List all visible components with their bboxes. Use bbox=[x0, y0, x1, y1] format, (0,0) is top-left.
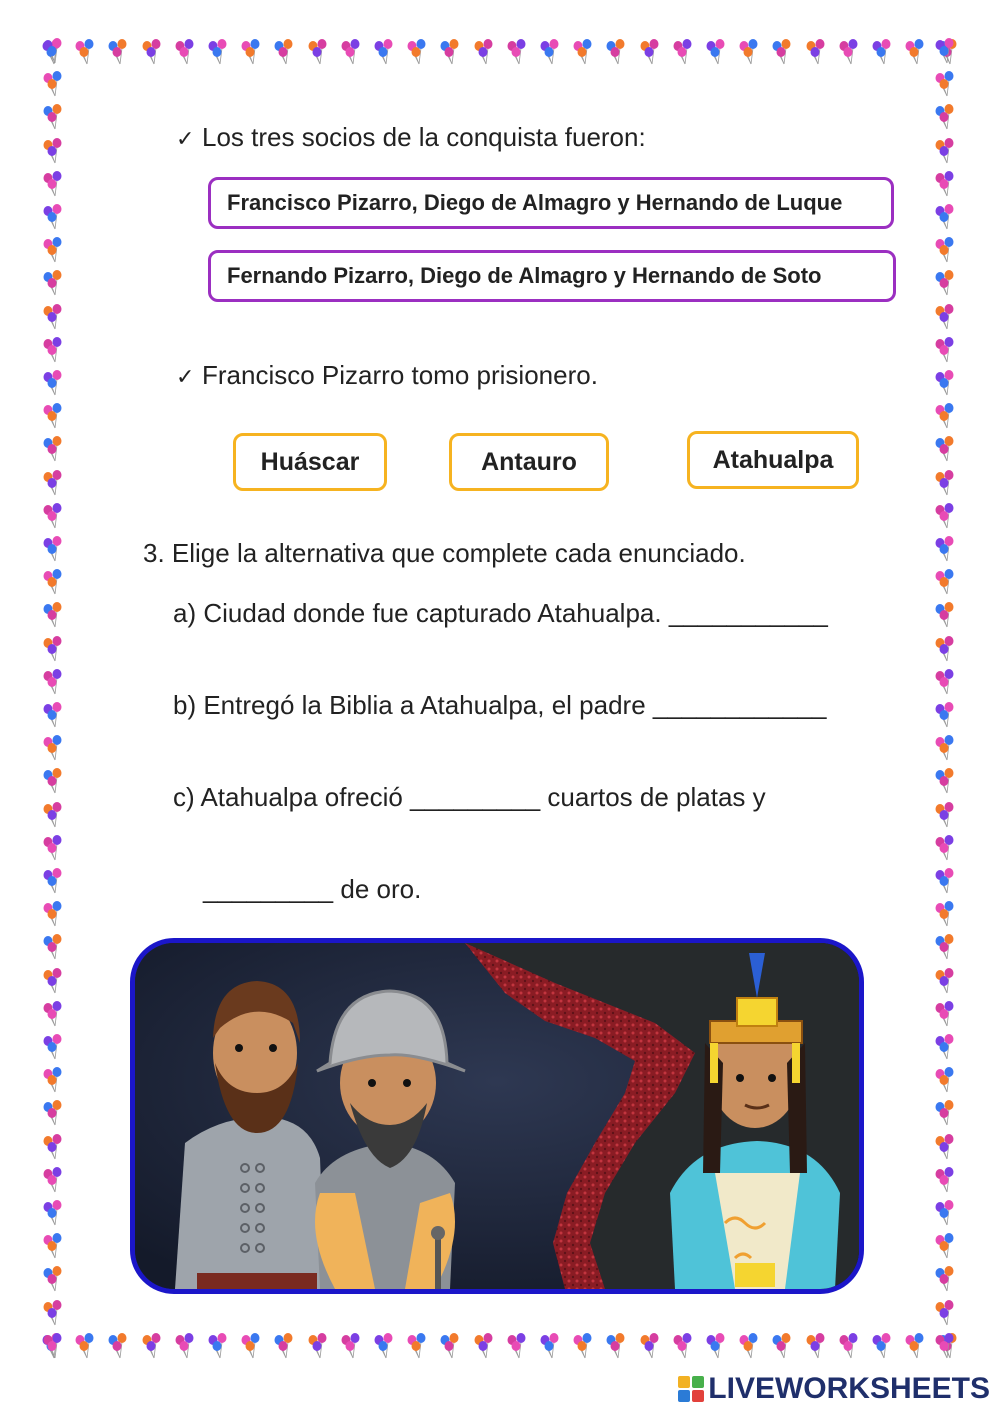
balloon-cluster-icon bbox=[472, 39, 498, 65]
balloon-cluster-icon bbox=[41, 901, 67, 927]
balloon-cluster-icon bbox=[933, 968, 959, 994]
balloon-cluster-icon bbox=[671, 39, 697, 65]
balloon-cluster-icon bbox=[41, 602, 67, 628]
option-antauro-label: Antauro bbox=[481, 448, 577, 476]
balloon-cluster-icon bbox=[41, 735, 67, 761]
balloon-cluster-icon bbox=[933, 1167, 959, 1193]
balloon-cluster-icon bbox=[41, 138, 67, 164]
balloon-cluster-icon bbox=[933, 802, 959, 828]
balloon-cluster-icon bbox=[438, 39, 464, 65]
conquest-illustration bbox=[130, 938, 864, 1294]
balloon-cluster-icon bbox=[73, 1333, 99, 1359]
fill-blank-a: a) Ciudad donde fue capturado Atahualpa. ___________ bbox=[173, 598, 828, 628]
balloon-cluster-icon bbox=[933, 636, 959, 662]
balloon-cluster-icon bbox=[41, 1300, 67, 1326]
balloon-cluster-icon bbox=[933, 768, 959, 794]
balloon-cluster-icon bbox=[505, 1333, 531, 1359]
balloon-cluster-icon bbox=[933, 1100, 959, 1126]
balloon-cluster-icon bbox=[903, 39, 929, 65]
question-partners-text: Los tres socios de la conquista fueron: bbox=[202, 122, 646, 152]
balloon-cluster-icon bbox=[933, 304, 959, 330]
balloon-cluster-icon bbox=[405, 39, 431, 65]
balloon-cluster-icon bbox=[933, 237, 959, 263]
balloon-cluster-icon bbox=[41, 1134, 67, 1160]
balloon-cluster-icon bbox=[737, 1333, 763, 1359]
balloon-cluster-icon bbox=[41, 636, 67, 662]
balloon-cluster-icon bbox=[704, 1333, 730, 1359]
balloon-cluster-icon bbox=[933, 104, 959, 130]
balloon-cluster-icon bbox=[41, 1200, 67, 1226]
balloon-cluster-icon bbox=[372, 1333, 398, 1359]
question-prisoner-text: Francisco Pizarro tomo prisionero. bbox=[202, 360, 598, 390]
balloon-cluster-icon bbox=[804, 39, 830, 65]
balloon-cluster-icon bbox=[933, 669, 959, 695]
balloon-cluster-icon bbox=[571, 39, 597, 65]
balloon-cluster-icon bbox=[41, 1266, 67, 1292]
balloon-cluster-icon bbox=[272, 39, 298, 65]
fill-blank-b: b) Entregó la Biblia a Atahualpa, el padre ____________ bbox=[173, 690, 827, 720]
balloon-cluster-icon bbox=[933, 370, 959, 396]
liveworksheets-brand-text: LIVEWORKSHEETS bbox=[708, 1372, 990, 1405]
balloon-border-bottom bbox=[40, 1332, 960, 1360]
balloon-cluster-icon bbox=[41, 768, 67, 794]
balloon-cluster-icon bbox=[41, 71, 67, 97]
balloon-cluster-icon bbox=[472, 1333, 498, 1359]
balloon-cluster-icon bbox=[933, 1134, 959, 1160]
balloon-cluster-icon bbox=[339, 1333, 365, 1359]
balloon-cluster-icon bbox=[41, 270, 67, 296]
balloon-cluster-icon bbox=[206, 39, 232, 65]
balloon-cluster-icon bbox=[933, 835, 959, 861]
liveworksheets-logo[interactable] bbox=[678, 1373, 990, 1405]
balloon-cluster-icon bbox=[933, 569, 959, 595]
option-atahualpa[interactable] bbox=[687, 431, 859, 489]
balloon-cluster-icon bbox=[41, 403, 67, 429]
balloon-cluster-icon bbox=[41, 1167, 67, 1193]
balloon-cluster-icon bbox=[933, 1200, 959, 1226]
balloon-cluster-icon bbox=[933, 1266, 959, 1292]
balloon-cluster-icon bbox=[306, 1333, 332, 1359]
balloon-cluster-icon bbox=[571, 1333, 597, 1359]
balloon-cluster-icon bbox=[41, 934, 67, 960]
balloon-cluster-icon bbox=[41, 1100, 67, 1126]
option-atahualpa-label: Atahualpa bbox=[712, 446, 834, 474]
balloon-cluster-icon bbox=[933, 1067, 959, 1093]
balloon-cluster-icon bbox=[933, 602, 959, 628]
balloon-cluster-icon bbox=[933, 436, 959, 462]
balloon-cluster-icon bbox=[837, 1333, 863, 1359]
checkmark-icon bbox=[176, 121, 202, 156]
balloon-cluster-icon bbox=[41, 104, 67, 130]
balloon-cluster-icon bbox=[933, 337, 959, 363]
balloon-cluster-icon bbox=[41, 337, 67, 363]
balloon-cluster-icon bbox=[933, 536, 959, 562]
balloon-cluster-icon bbox=[41, 1233, 67, 1259]
balloon-cluster-icon bbox=[41, 1001, 67, 1027]
balloon-cluster-icon bbox=[41, 868, 67, 894]
balloon-cluster-icon bbox=[41, 237, 67, 263]
balloon-cluster-icon bbox=[140, 39, 166, 65]
balloon-cluster-icon bbox=[671, 1333, 697, 1359]
balloon-cluster-icon bbox=[41, 1034, 67, 1060]
option-huascar-label: Huáscar bbox=[260, 448, 360, 476]
balloon-border-top bbox=[40, 38, 960, 66]
balloon-cluster-icon bbox=[638, 39, 664, 65]
balloon-cluster-icon bbox=[604, 1333, 630, 1359]
balloon-cluster-icon bbox=[41, 171, 67, 197]
balloon-cluster-icon bbox=[933, 868, 959, 894]
balloon-cluster-icon bbox=[933, 470, 959, 496]
balloon-cluster-icon bbox=[933, 403, 959, 429]
balloon-cluster-icon bbox=[505, 39, 531, 65]
balloon-cluster-icon bbox=[933, 171, 959, 197]
balloon-cluster-icon bbox=[41, 569, 67, 595]
option-antauro[interactable] bbox=[449, 433, 609, 491]
balloon-cluster-icon bbox=[306, 39, 332, 65]
balloon-cluster-icon bbox=[933, 702, 959, 728]
balloon-cluster-icon bbox=[41, 470, 67, 496]
balloon-cluster-icon bbox=[41, 1333, 67, 1359]
balloon-cluster-icon bbox=[933, 138, 959, 164]
balloon-cluster-icon bbox=[933, 934, 959, 960]
balloon-cluster-icon bbox=[106, 39, 132, 65]
balloon-cluster-icon bbox=[239, 39, 265, 65]
fill-blank-c-continued: _________ de oro. bbox=[203, 874, 422, 904]
balloon-cluster-icon bbox=[933, 204, 959, 230]
balloon-cluster-icon bbox=[933, 1333, 959, 1359]
balloon-cluster-icon bbox=[538, 39, 564, 65]
balloon-cluster-icon bbox=[804, 1333, 830, 1359]
balloon-cluster-icon bbox=[604, 39, 630, 65]
option-partners-1[interactable] bbox=[208, 177, 894, 229]
balloon-cluster-icon bbox=[933, 735, 959, 761]
balloon-cluster-icon bbox=[41, 702, 67, 728]
balloon-cluster-icon bbox=[173, 39, 199, 65]
balloon-cluster-icon bbox=[41, 436, 67, 462]
balloon-cluster-icon bbox=[933, 503, 959, 529]
balloon-cluster-icon bbox=[933, 1233, 959, 1259]
liveworksheets-logo-icon bbox=[678, 1376, 704, 1402]
balloon-cluster-icon bbox=[41, 835, 67, 861]
balloon-cluster-icon bbox=[372, 39, 398, 65]
balloon-border-left bbox=[40, 38, 68, 1360]
balloon-cluster-icon bbox=[737, 39, 763, 65]
balloon-cluster-icon bbox=[770, 39, 796, 65]
balloon-cluster-icon bbox=[870, 39, 896, 65]
balloon-cluster-icon bbox=[405, 1333, 431, 1359]
balloon-cluster-icon bbox=[933, 270, 959, 296]
balloon-cluster-icon bbox=[638, 1333, 664, 1359]
balloon-cluster-icon bbox=[538, 1333, 564, 1359]
balloon-cluster-icon bbox=[837, 39, 863, 65]
section3-title: 3. Elige la alternativa que complete cada enunciado. bbox=[143, 538, 746, 568]
balloon-cluster-icon bbox=[173, 1333, 199, 1359]
balloon-cluster-icon bbox=[903, 1333, 929, 1359]
balloon-cluster-icon bbox=[933, 71, 959, 97]
balloon-cluster-icon bbox=[106, 1333, 132, 1359]
balloon-cluster-icon bbox=[770, 1333, 796, 1359]
balloon-cluster-icon bbox=[41, 304, 67, 330]
option-partners-2[interactable] bbox=[208, 250, 896, 302]
option-huascar[interactable] bbox=[233, 433, 387, 491]
question-partners bbox=[176, 121, 646, 156]
balloon-cluster-icon bbox=[239, 1333, 265, 1359]
balloon-cluster-icon bbox=[206, 1333, 232, 1359]
balloon-cluster-icon bbox=[140, 1333, 166, 1359]
balloon-cluster-icon bbox=[933, 1300, 959, 1326]
balloon-cluster-icon bbox=[272, 1333, 298, 1359]
question-prisoner bbox=[176, 359, 598, 394]
balloon-cluster-icon bbox=[41, 968, 67, 994]
balloon-cluster-icon bbox=[41, 669, 67, 695]
balloon-cluster-icon bbox=[41, 204, 67, 230]
balloon-cluster-icon bbox=[41, 536, 67, 562]
balloon-cluster-icon bbox=[933, 901, 959, 927]
balloon-cluster-icon bbox=[933, 1001, 959, 1027]
balloon-cluster-icon bbox=[870, 1333, 896, 1359]
balloon-border-right bbox=[932, 38, 960, 1360]
balloon-cluster-icon bbox=[41, 38, 67, 64]
balloon-cluster-icon bbox=[73, 39, 99, 65]
balloon-cluster-icon bbox=[41, 802, 67, 828]
balloon-cluster-icon bbox=[438, 1333, 464, 1359]
illustration-scene bbox=[135, 943, 859, 1289]
fill-blank-c: c) Atahualpa ofreció _________ cuartos de platas y bbox=[173, 782, 766, 812]
balloon-cluster-icon bbox=[41, 503, 67, 529]
balloon-cluster-icon bbox=[933, 1034, 959, 1060]
option-partners-1-label: Francisco Pizarro, Diego de Almagro y Hernando de Luque bbox=[227, 190, 843, 215]
balloon-cluster-icon bbox=[704, 39, 730, 65]
balloon-cluster-icon bbox=[41, 370, 67, 396]
balloon-cluster-icon bbox=[933, 38, 959, 64]
balloon-cluster-icon bbox=[339, 39, 365, 65]
checkmark-icon bbox=[176, 359, 202, 394]
balloon-cluster-icon bbox=[41, 1067, 67, 1093]
option-partners-2-label: Fernando Pizarro, Diego de Almagro y Hernando de Soto bbox=[227, 263, 822, 288]
